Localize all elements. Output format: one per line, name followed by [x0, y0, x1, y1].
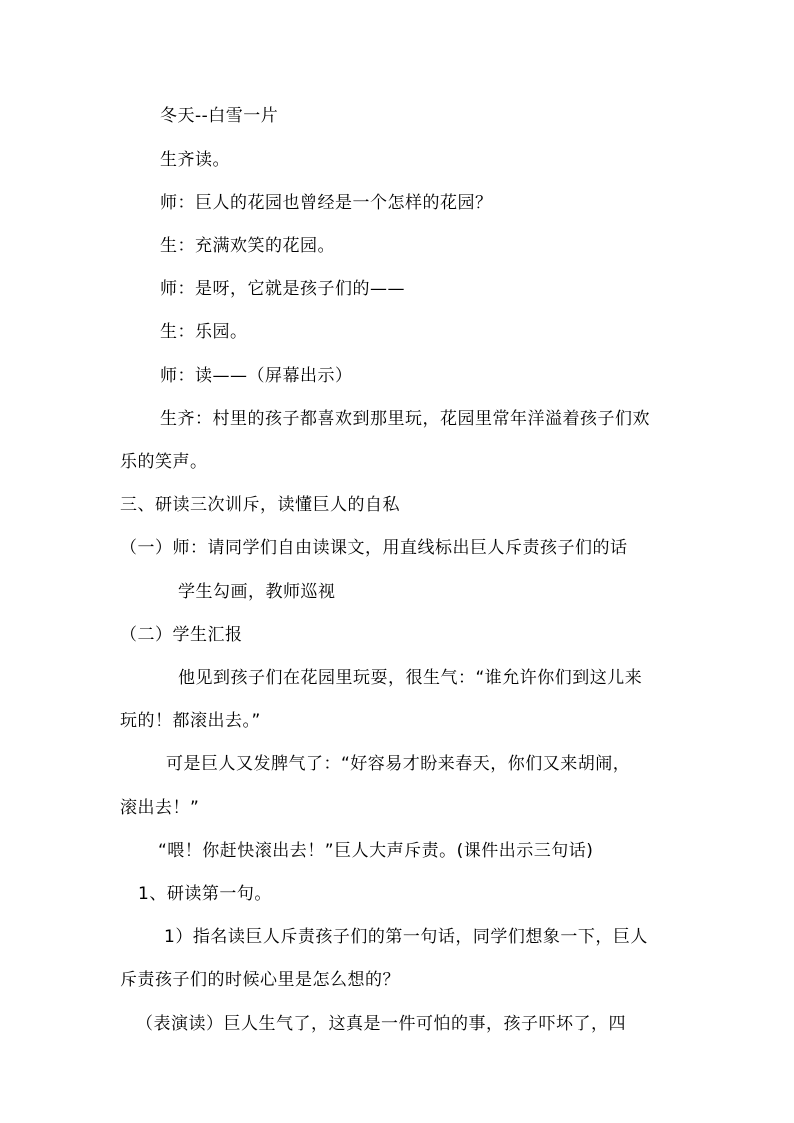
quote-line: 滚出去！”: [120, 798, 200, 818]
text-line: （二）学生汇报: [120, 625, 243, 645]
text-line: 学生勾画，教师巡视: [178, 582, 336, 602]
section-heading: 三、研读三次训斥，读懂巨人的自私: [120, 495, 400, 515]
text-line: 冬天--白雪一片: [160, 106, 279, 126]
text-line: （一）师：请同学们自由读课文，用直线标出巨人斥责孩子们的话: [120, 538, 628, 558]
text-line: 师：巨人的花园也曾经是一个怎样的花园？: [160, 193, 493, 213]
text-line: （表演读）巨人生气了，这真是一件可怕的事，孩子吓坏了，四: [136, 1014, 626, 1034]
text-line: 1）指名读巨人斥责孩子们的第一句话，同学们想象一下，巨人: [164, 927, 648, 947]
quote-line: 玩的！都滚出去。”: [120, 711, 261, 731]
text-line: 师：是呀，它就是孩子们的——: [160, 279, 405, 299]
text-line: 乐的笑声。: [120, 452, 208, 472]
text-line: 师：读——（屏幕出示）: [160, 366, 353, 386]
text-line: 生齐读。: [160, 150, 230, 170]
text-line: 生：充满欢笑的花园。: [160, 236, 335, 256]
quote-line: “喂！你赶快滚出去！”巨人大声斥责。(课件出示三句话): [158, 841, 594, 861]
quote-line: 他见到孩子们在花园里玩耍，很生气：“谁允许你们到这儿来: [178, 668, 643, 688]
text-line: 生齐：村里的孩子都喜欢到那里玩，花园里常年洋溢着孩子们欢: [160, 409, 650, 429]
subsection-heading: 1、研读第一句。: [138, 884, 272, 904]
text-line: 斥责孩子们的时候心里是怎么想的？: [120, 970, 400, 990]
quote-line: 可是巨人又发脾气了：“好容易才盼来春天，你们又来胡闹，: [166, 754, 631, 774]
text-line: 生：乐园。: [160, 322, 248, 342]
